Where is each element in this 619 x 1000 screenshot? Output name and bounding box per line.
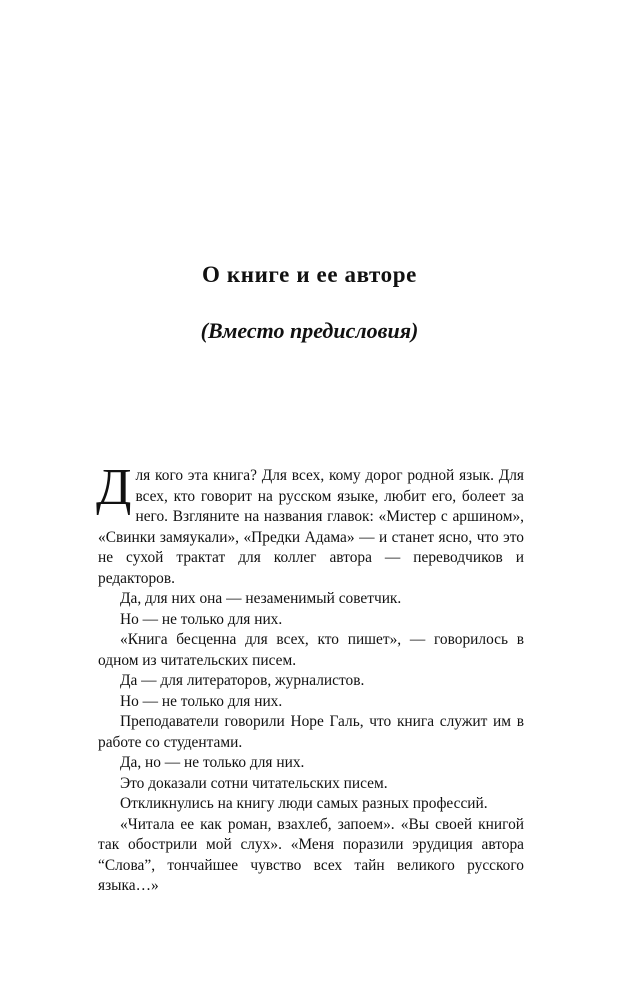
body-text — [96, 459, 524, 897]
paragraph: Преподаватели говорили Норе Галь, что книга служит им в работе со студентами. — [98, 713, 524, 751]
paragraph: Да — для литераторов, журналистов. — [120, 672, 365, 689]
paragraph: «Книга бесценна для всех, кто пишет», — говорилось в одном из читательских писем. — [98, 631, 524, 669]
paragraph: Но — не только для них. — [120, 692, 283, 710]
chapter-title: О книге и ее авторе — [202, 262, 417, 287]
paragraph: Да, но — не только для них. — [120, 754, 305, 771]
first-paragraph — [96, 459, 524, 589]
paragraph: Да, для них она — незаменимый советчик. — [120, 590, 402, 607]
paragraph: Но — не только для них. — [120, 610, 283, 628]
drop-cap: Д — [96, 459, 132, 516]
paragraph: «Читала ее как роман, взахлеб, запоем». «Вы своей книгой так обострили мой слух». «Меня поразили эрудиция автора “Слова”, тончайшее чувство всех тайн великого русского языка…» — [98, 815, 524, 894]
paragraph: Откликнулись на книгу люди самых разных профессий. — [120, 795, 488, 812]
chapter-subtitle: (Вместо предисловия) — [200, 318, 419, 343]
first-paragraph-text: ля кого эта книга? Для всех, кому дорог родной язык. Для всех, кто говорит на русском языке, любит его, болеет за него. Взгляните на названия главок: «Мистер с аршином», «Свинки замяукали», «Предки Адама» — и станет ясно, что это не сухой трактат для коллег автора — переводчиков и редакторов. — [98, 467, 524, 587]
paragraph: Это доказали сотни читательских писем. — [120, 774, 388, 792]
